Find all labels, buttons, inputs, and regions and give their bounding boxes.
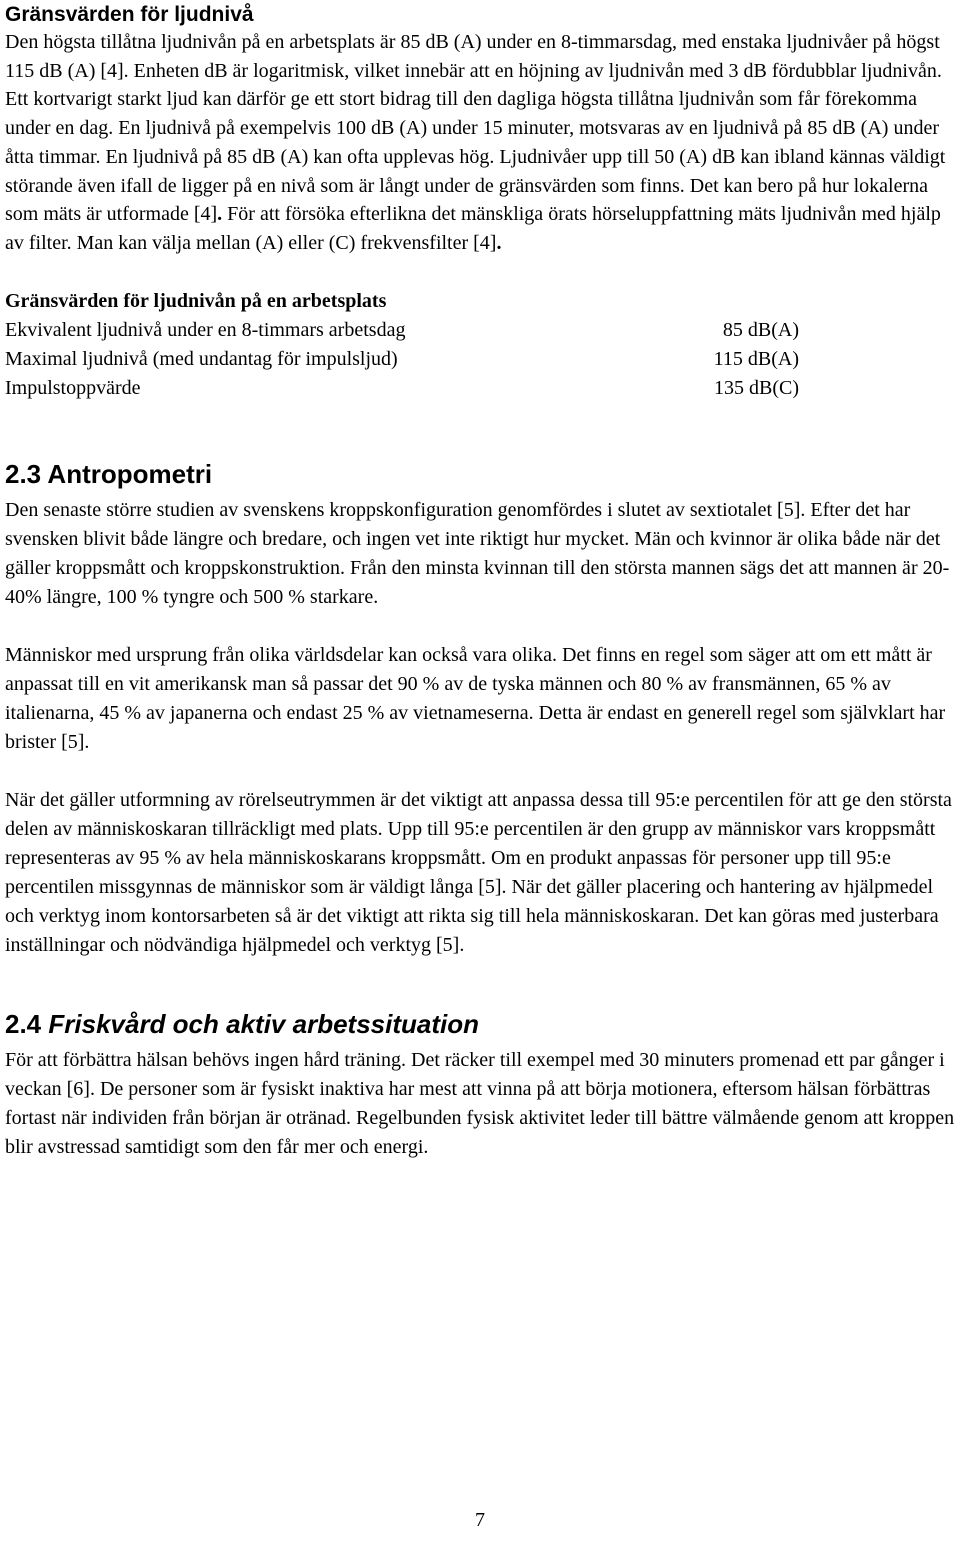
paragraph-noise-part-a: Den högsta tillåtna ljudnivån på en arbetsplats är 85 dB (A) under en 8-timmarsdag, med enstaka ljudnivåer på högst 115 dB (A) [4]. Enheten dB är logaritmisk, vilket innebär att en höjning av ljudnivån med 3 dB fördubblar ljudnivån. Ett kortvarigt starkt ljud kan därför ge ett stort bidrag till den dagliga högsta tillåtna ljudnivån som får förekomma under en dag. En ljudnivå på exempelvis 100 dB (A) under 15 minuter, motsvaras av en ljudnivå på 85 dB (A) under åtta timmar. En ljudnivå på 85 dB (A) kan ofta upplevas hög. Ljudnivåer upp till 50 (A) dB kan ibland kännas väldigt störande även ifall de ligger på en nivå som är långt under de gränsvärden som finns. Det kan bero på hur lokalerna som mäts är utformade [4] [5,31,946,226]
spacer [5,403,955,458]
limits-row-label: Maximal ljudnivå (med undantag för impulsljud) [5,347,398,370]
limits-row [5,316,955,345]
spacer [5,612,955,641]
paragraph-wellness: För att förbättra hälsan behövs ingen hård träning. Det räcker till exempel med 30 minuters promenad ett par gånger i veckan [6]. De personer som är fysiskt inaktiva har mest att vinna på att börja motionera, eftersom hälsan förbättras fortast när individen från början är otränad. Regelbunden fysisk aktivitet leder till bättre välmående genom att kroppen blir avstressad samtidigt som den får mer och energi. [5,1048,955,1158]
paragraph-anthropometry-1: Den senaste större studien av svenskens kroppskonfiguration genomfördes i slutet av sextiotalet [5]. Efter det har svensken blivit både längre och bredare, och ingen vet inte riktigt hur mycket. Män och kvinnor är olika både när det gäller kroppsmått och kroppskonstruktion. Från den minsta kvinnan till den största mannen sägs det att mannen är 20-40% längre, 100 % tyngre och 500 % starkare. [5,498,950,608]
chapter-heading-2-3 [5,458,955,490]
chapter-number: 2.3 [5,458,42,489]
chapter-title: Antropometri [47,458,213,489]
spacer [5,757,955,786]
limits-table-heading: Gränsvärden för ljudnivån på en arbetsplats [5,289,387,312]
bold-period-b: . [496,231,502,254]
limits-table [5,316,955,403]
limits-row-label: Impulstoppvärde [5,376,141,399]
limits-row [5,374,955,403]
chapter-title: Friskvård och aktiv arbetssituation [48,1008,479,1039]
chapter-number: 2.4 [5,1008,42,1039]
chapter-heading-2-4 [5,1008,955,1040]
limits-row-label: Ekvivalent ljudnivå under en 8-timmars arbetsdag [5,318,406,341]
document-page [5,0,955,1162]
section-heading-noise-limits: Gränsvärden för ljudnivå [5,3,254,26]
paragraph-anthropometry-2: Människor med ursprung från olika världsdelar kan också vara olika. Det finns en regel som säger att om ett mått är anpassat till en vit amerikansk man så passar det 90 % av de tyska männen och 80 % av fransmännen, 65 % av italienarna, 45 % av japanerna och endast 25 % av vietnameserna. Detta är endast en generell regel som självklart har brister [5]. [5,643,946,753]
spacer [5,960,955,1008]
limits-row-value: 135 dB(C) [714,376,799,399]
limits-row [5,345,955,374]
paragraph-noise-part-b: För att försöka efterlikna det mänskliga örats hörseluppfattning mäts ljudnivån med hjälp av filter. Man kan välja mellan (A) eller (C) frekvensfilter [4] [5,203,941,254]
limits-row-value: 85 dB(A) [722,318,799,341]
page-number: 7 [475,1509,485,1531]
spacer [5,258,955,287]
paragraph-anthropometry-3: När det gäller utformning av rörelseutrymmen är det viktigt att anpassa dessa till 95:e percentilen för att ge den största delen av människoskaran tillräckligt med plats. Upp till 95:e percentilen är den grupp av människor vars kroppsmått representeras av 95 % av hela människoskarans kroppsmått. Om en produkt anpassas för personer upp till 95:e percentilen missgynnas de människor som är väldigt långa [5]. När det gäller placering och hantering av hjälpmedel och verktyg inom kontorsarbeten så är det viktigt att rikta sig till hela människoskaran. Det kan göras med justerbara inställningar och nödvändiga hjälpmedel och verktyg [5]. [5,788,952,956]
bold-period-a: . [217,203,223,226]
limits-row-value: 115 dB(A) [713,347,799,370]
paragraph-noise-limits [5,28,955,258]
